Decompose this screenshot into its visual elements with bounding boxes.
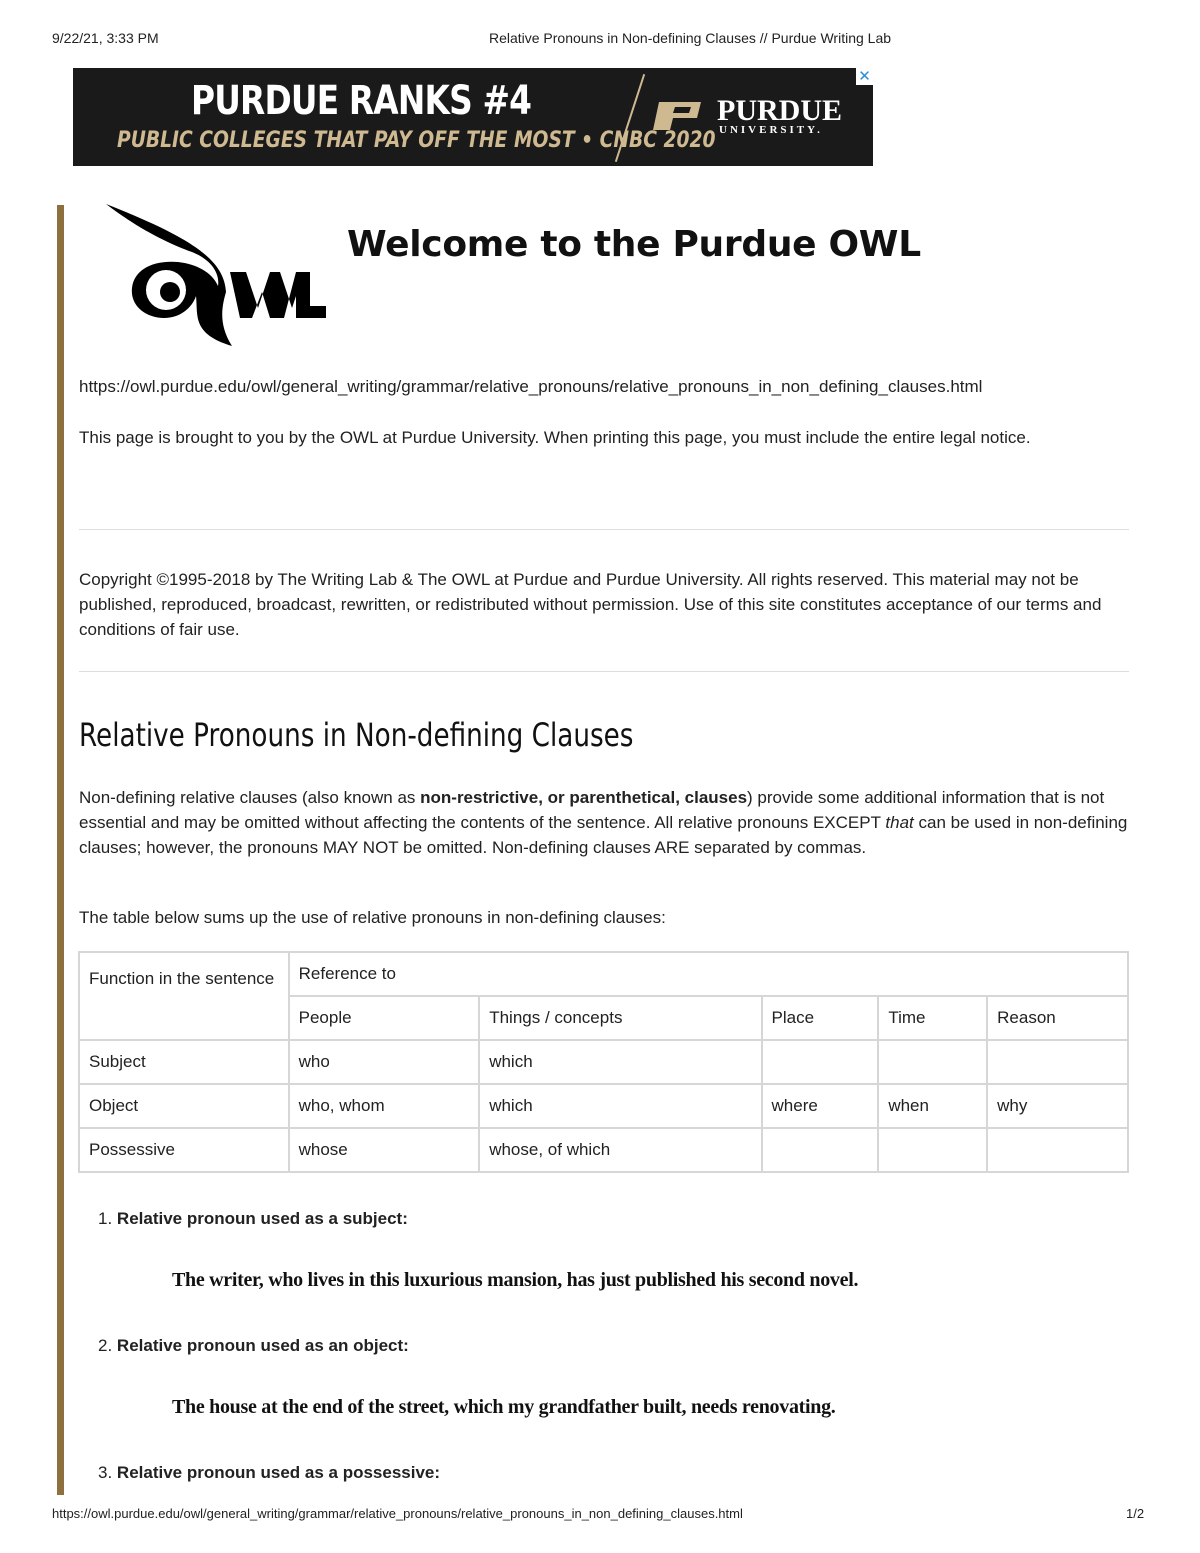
- intro-text: ) provide some additional information that is not essential and may be omitted without affecting the contents of the sentence. All relative pronouns EXCEPT: [79, 788, 1105, 832]
- table-group-header: Reference to: [289, 952, 1128, 996]
- table-cell: where: [762, 1084, 879, 1128]
- table-intro: The table below sums up the use of relative pronouns in non-defining clauses:: [79, 908, 666, 927]
- table-cell: [762, 1128, 879, 1172]
- table-cell: when: [878, 1084, 987, 1128]
- example-heading: [98, 1463, 440, 1483]
- table-cell: who: [289, 1040, 480, 1084]
- column-header: Reason: [987, 996, 1128, 1040]
- ad-brand-sub: UNIVERSITY.: [719, 124, 823, 136]
- table-cell: [878, 1128, 987, 1172]
- example-heading: [98, 1336, 409, 1356]
- pronoun-table: [78, 951, 1129, 1173]
- column-header: People: [289, 996, 480, 1040]
- owl-logo-icon: [100, 200, 330, 350]
- ad-headline: PURDUE RANKS #4: [191, 78, 532, 124]
- example-number: 2.: [98, 1336, 113, 1355]
- table-row: [79, 1040, 1128, 1084]
- intro-bold: non-restrictive, or parenthetical, clauses: [420, 788, 748, 807]
- intro-text: Non-defining relative clauses (also known as: [79, 788, 421, 807]
- example-heading-text: Relative pronoun used as a possessive:: [116, 1463, 441, 1482]
- legal-notice: This page is brought to you by the OWL at Purdue University. When printing this page, you must include the entire legal notice.: [79, 428, 1031, 447]
- example-heading-text: Relative pronoun used as an object:: [116, 1336, 409, 1355]
- print-title: Relative Pronouns in Non-defining Clauses // Purdue Writing Lab: [488, 30, 892, 46]
- page-url[interactable]: https://owl.purdue.edu/owl/general_writing/grammar/relative_pronouns/relative_pronouns_in_non_defining_clauses.html: [79, 377, 983, 396]
- table-cell: [878, 1040, 987, 1084]
- ad-subline: PUBLIC COLLEGES THAT PAY OFF THE MOST • CNBC 2020: [117, 128, 716, 153]
- table-row: [79, 1084, 1128, 1128]
- print-date: 9/22/21, 3:33 PM: [52, 30, 159, 46]
- example-heading: [98, 1209, 408, 1229]
- intro-text: can be used in non-defining clauses; however, the pronouns MAY NOT be omitted. Non-defining clauses ARE separated by commas.: [79, 813, 1128, 857]
- table-cell: which: [479, 1084, 761, 1128]
- divider: [79, 529, 1129, 530]
- table-corner-header: Function in the sentence: [79, 952, 289, 1040]
- ad-banner[interactable]: [73, 68, 873, 166]
- welcome-heading: Welcome to the Purdue OWL: [347, 224, 921, 265]
- accent-bar: [57, 205, 64, 1495]
- table-cell: who, whom: [289, 1084, 480, 1128]
- print-header: [0, 30, 1200, 50]
- example-sentence: The house at the end of the street, which my grandfather built, needs renovating.: [172, 1396, 836, 1418]
- column-header: Time: [878, 996, 987, 1040]
- ad-close-icon[interactable]: ✕: [856, 68, 873, 85]
- article-title: Relative Pronouns in Non-defining Clauses: [79, 716, 634, 754]
- row-label: Object: [79, 1084, 289, 1128]
- example-heading-text: Relative pronoun used as a subject:: [116, 1209, 408, 1228]
- table-cell: [762, 1040, 879, 1084]
- footer-page-number: 1/2: [1126, 1506, 1145, 1521]
- ad-brand-name: PURDUE: [717, 94, 842, 127]
- example-sentence: The writer, who lives in this luxurious mansion, has just published his second novel.: [172, 1269, 859, 1291]
- example-number: 3.: [98, 1463, 113, 1482]
- row-label: Possessive: [79, 1128, 289, 1172]
- table-row: [79, 1128, 1128, 1172]
- column-header: Place: [762, 996, 879, 1040]
- purdue-p-logo-icon: [651, 98, 705, 134]
- intro-italic: that: [885, 813, 914, 832]
- copyright-notice: Copyright ©1995-2018 by The Writing Lab & The OWL at Purdue and Purdue University. All rights reserved. This material may not be published, reproduced, broadcast, rewritten, or redistributed without permission. Use of this site constitutes acceptance of our terms and conditions of fair use.: [79, 570, 1102, 639]
- table-cell: [987, 1040, 1128, 1084]
- row-label: Subject: [79, 1040, 289, 1084]
- table-cell: which: [479, 1040, 761, 1084]
- table-cell: whose: [289, 1128, 480, 1172]
- footer-url: https://owl.purdue.edu/owl/general_writing/grammar/relative_pronouns/relative_pronouns_in_non_defining_clauses.html: [52, 1506, 743, 1521]
- table-cell: whose, of which: [479, 1128, 761, 1172]
- article-intro: [79, 785, 1129, 860]
- example-number: 1.: [98, 1209, 113, 1228]
- column-header: Things / concepts: [479, 996, 761, 1040]
- table-cell: [987, 1128, 1128, 1172]
- table-cell: why: [987, 1084, 1128, 1128]
- divider: [79, 671, 1129, 672]
